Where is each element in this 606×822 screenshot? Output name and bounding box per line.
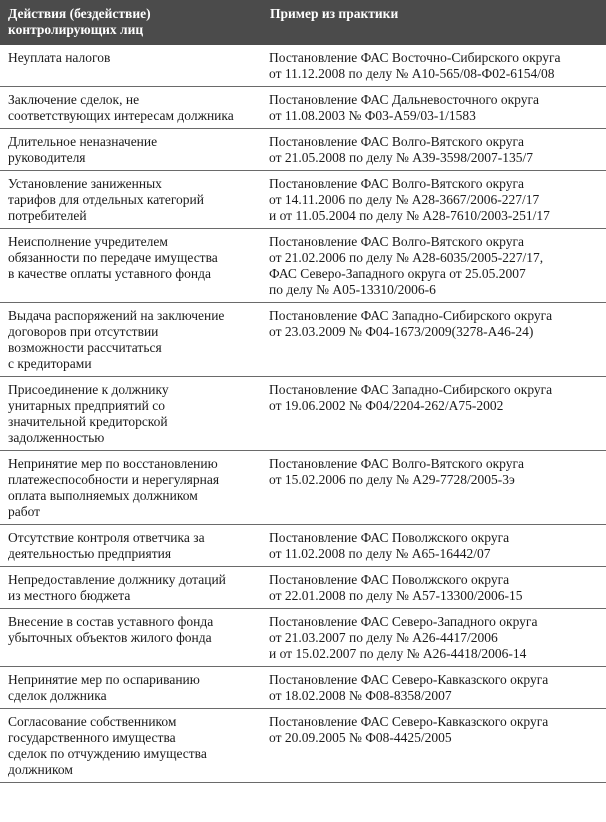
example-cell: Постановление ФАС Волго-Вятского округа от 21.05.2008 по делу № А39-3598/2007-135/7 [262,129,606,171]
table-row [0,303,606,377]
action-cell: Длительное неназначение руководителя [0,129,262,171]
table-row [0,229,606,303]
header-row [0,0,606,45]
table-row [0,45,606,87]
action-cell: Присоединение к должнику унитарных предприятий со значительной кредиторской задолженностью [0,377,262,451]
table-row [0,377,606,451]
action-cell: Неуплата налогов [0,45,262,87]
action-cell: Непредоставление должнику дотаций из местного бюджета [0,567,262,609]
action-cell: Неисполнение учредителем обязанности по передаче имущества в качестве оплаты уставного фонда [0,229,262,303]
action-cell: Заключение сделок, не соответствующих интересам должника [0,87,262,129]
table-body [0,45,606,783]
action-cell: Установление заниженных тарифов для отдельных категорий потребителей [0,171,262,229]
action-cell: Отсутствие контроля ответчика за деятельностью предприятия [0,525,262,567]
table-row [0,525,606,567]
example-cell: Постановление ФАС Дальневосточного округа от 11.08.2003 № Ф03-А59/03-1/1583 [262,87,606,129]
example-cell: Постановление ФАС Поволжского округа от 22.01.2008 по делу № А57-13300/2006-15 [262,567,606,609]
table-row [0,567,606,609]
table-row [0,451,606,525]
header-actions: Действия (бездействие) контролирующих лиц [0,0,262,45]
example-cell: Постановление ФАС Западно-Сибирского округа от 23.03.2009 № Ф04-1673/2009(3278-А46-24) [262,303,606,377]
table-row [0,709,606,783]
table-row [0,609,606,667]
table-row [0,87,606,129]
header-practice-example: Пример из практики [262,0,606,45]
table-row [0,171,606,229]
action-cell: Непринятие мер по восстановлению платежеспособности и нерегулярная оплата выполняемых должником работ [0,451,262,525]
table-row [0,667,606,709]
example-cell: Постановление ФАС Восточно-Сибирского округа от 11.12.2008 по делу № А10-565/08-Ф02-6154/08 [262,45,606,87]
example-cell: Постановление ФАС Северо-Западного округа от 21.03.2007 по делу № А26-4417/2006 и от 15.02.2007 по делу № А26-4418/2006-14 [262,609,606,667]
table-header [0,0,606,45]
example-cell: Постановление ФАС Волго-Вятского округа от 15.02.2006 по делу № А29-7728/2005-3э [262,451,606,525]
table-row [0,129,606,171]
example-cell: Постановление ФАС Поволжского округа от 11.02.2008 по делу № А65-16442/07 [262,525,606,567]
example-cell: Постановление ФАС Западно-Сибирского округа от 19.06.2002 № Ф04/2204-262/А75-2002 [262,377,606,451]
action-cell: Внесение в состав уставного фонда убыточных объектов жилого фонда [0,609,262,667]
action-cell: Согласование собственником государственного имущества сделок по отчуждению имущества должником [0,709,262,783]
example-cell: Постановление ФАС Северо-Кавказского округа от 20.09.2005 № Ф08-4425/2005 [262,709,606,783]
action-cell: Непринятие мер по оспариванию сделок должника [0,667,262,709]
example-cell: Постановление ФАС Северо-Кавказского округа от 18.02.2008 № Ф08-8358/2007 [262,667,606,709]
example-cell: Постановление ФАС Волго-Вятского округа от 21.02.2006 по делу № А28-6035/2005-227/17, ФАС Северо-Западного округа от 25.05.2007 по делу № А05-13310/2006-6 [262,229,606,303]
example-cell: Постановление ФАС Волго-Вятского округа от 14.11.2006 по делу № А28-3667/2006-227/17 и от 11.05.2004 по делу № А28-7610/2003-251/17 [262,171,606,229]
action-cell: Выдача распоряжений на заключение договоров при отсутствии возможности рассчитаться с кредиторами [0,303,262,377]
